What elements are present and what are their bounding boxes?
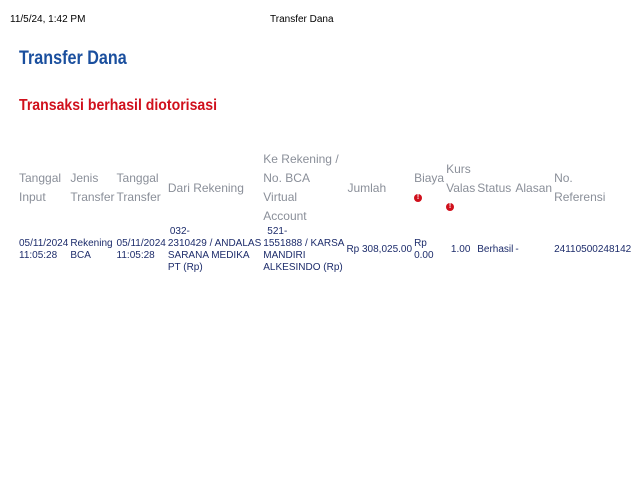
status-message: Transaksi berhasil diotorisasi: [19, 97, 217, 114]
page-title: Transfer Dana: [19, 48, 127, 69]
cell-no-referensi: 24110500248142: [554, 244, 632, 255]
cell-alasan: -: [515, 244, 519, 255]
print-datetime: 11/5/24, 1:42 PM: [10, 14, 86, 25]
cell-biaya: Rp 0.00: [414, 238, 434, 261]
header-dari-rekening: Dari Rekening: [167, 180, 244, 195]
header-jenis-transfer: Jenis Transfer: [70, 171, 115, 204]
header-ke-rekening: Ke Rekening / No. BCA Virtual Account: [263, 152, 339, 223]
header-no-referensi: No. Referensi: [554, 171, 606, 204]
cell-ke-rekening: 521- 1551888 / KARSA MANDIRI ALKESINDO (Rp): [263, 226, 345, 273]
cell-status: Berhasil: [477, 244, 514, 255]
cell-tanggal-input: 05/11/2024 11:05:28: [19, 238, 69, 261]
header-biaya: Biaya !: [414, 171, 445, 201]
cell-jumlah: Rp 308,025.00: [346, 244, 413, 255]
table-header-row: [18, 150, 632, 226]
header-tanggal-input: Tanggal Input: [19, 171, 62, 204]
cell-jenis-transfer: Rekening BCA: [70, 238, 113, 261]
print-page-title: Transfer Dana: [270, 14, 334, 25]
header-status: Status: [477, 180, 512, 195]
transaction-table: [18, 150, 632, 274]
cell-tanggal-transfer: 05/11/2024 11:05:28: [116, 238, 166, 261]
cell-dari-rekening: 032- 2310429 / ANDALAS SARANA MEDIKA PT (Rp): [167, 226, 262, 273]
header-kurs-valas: Kurs Valas !: [446, 161, 476, 211]
header-jumlah: Jumlah: [347, 180, 387, 195]
header-alasan: Alasan: [515, 180, 553, 195]
biaya-info-icon[interactable]: !: [414, 194, 422, 202]
cell-kurs-valas: 1.00: [450, 244, 471, 255]
kurs-valas-info-icon[interactable]: !: [446, 203, 454, 211]
table-row: [18, 226, 632, 274]
header-tanggal-transfer: Tanggal Transfer: [116, 171, 161, 204]
print-header: [10, 14, 490, 28]
